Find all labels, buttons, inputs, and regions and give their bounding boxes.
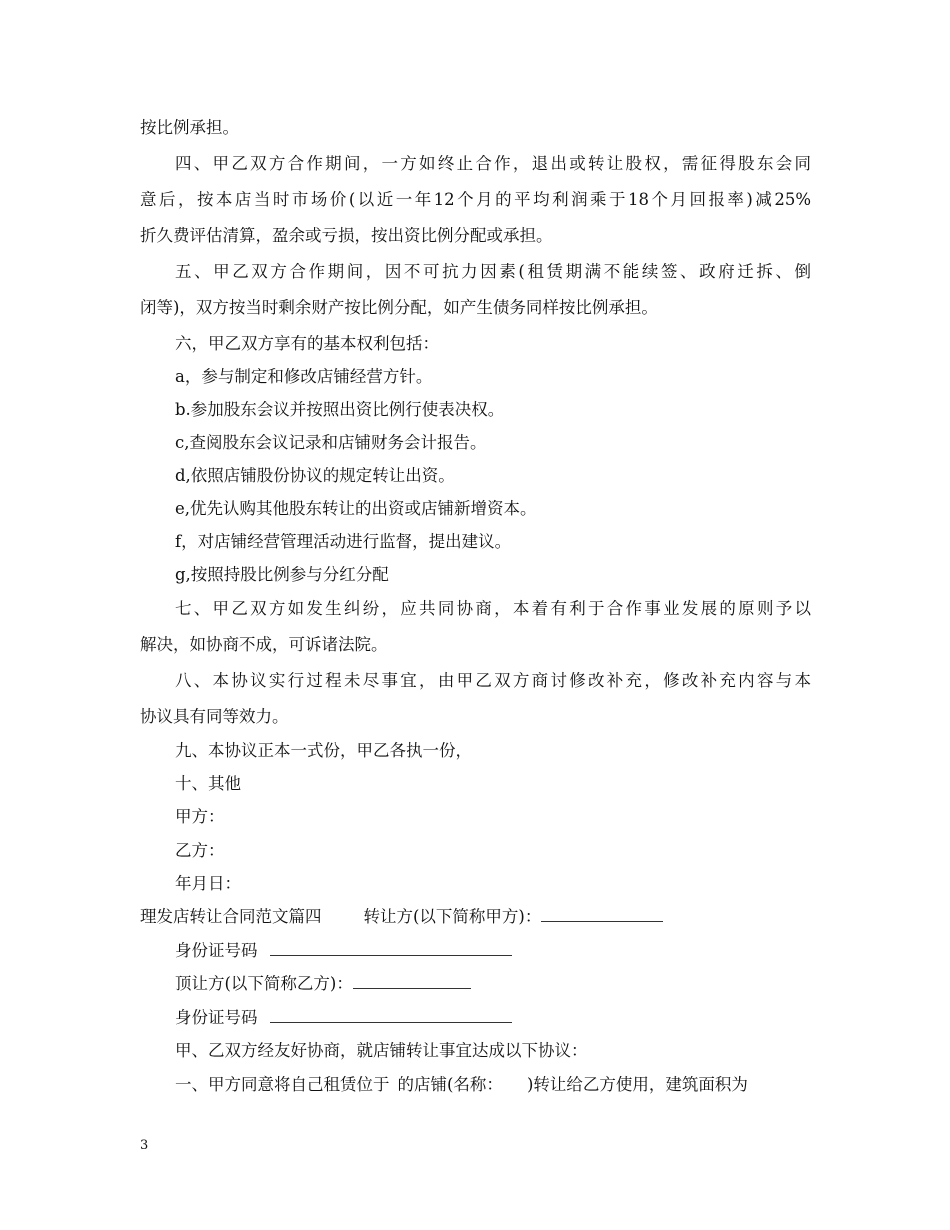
transferor-blank xyxy=(541,906,663,922)
id-blank xyxy=(270,940,512,956)
clause-1-line xyxy=(175,1074,748,1096)
id-line-2 xyxy=(175,1007,512,1029)
text-line: 甲方： xyxy=(175,807,225,826)
id-label: 身份证号码 xyxy=(175,1008,258,1027)
text-line: 意后，按本店当时市场价(以近一年12个月的平均利润乘于18个月回报率)减25% xyxy=(140,190,811,209)
text-line: 四、甲乙双方合作期间，一方如终止合作，退出或转让股权，需征得股东会同 xyxy=(175,154,811,173)
text-line: d,依照店铺股份协议的规定转让出资。 xyxy=(175,466,455,485)
id-line-1 xyxy=(175,940,512,962)
text-line: 乙方： xyxy=(175,841,225,860)
text-line: f，对店铺经营管理活动进行监督，提出建议。 xyxy=(175,532,512,551)
text-line: 解决，如协商不成，可诉诸法院。 xyxy=(140,635,388,654)
text-line: 折久费评估清算，盈余或亏损，按出资比例分配或承担。 xyxy=(140,226,553,245)
clause-text: )转让给乙方使用，建筑面积为 xyxy=(526,1075,748,1094)
section-title-line xyxy=(140,906,663,928)
text-line: b.参加股东会议并按照出资比例行使表决权。 xyxy=(175,400,505,419)
text-line: 按比例承担。 xyxy=(140,118,239,137)
text-line: g,按照持股比例参与分红分配 xyxy=(175,565,389,584)
page-number: 3 xyxy=(140,1138,149,1153)
text-line: 七、甲乙双方如发生纠纷，应共同协商，本着有利于合作事业发展的原则予以 xyxy=(175,599,811,618)
section-title: 理发店转让合同范文篇四 xyxy=(140,907,322,926)
clause-text: 的店铺(名称： xyxy=(397,1075,503,1094)
agreement-intro: 甲、乙双方经友好协商，就店铺转让事宜达成以下协议： xyxy=(175,1041,588,1060)
text-line: 八、本协议实行过程未尽事宜，由甲乙双方商讨修改补充，修改补充内容与本 xyxy=(175,671,811,690)
text-line: 十、其他 xyxy=(175,774,241,793)
transferee-blank xyxy=(353,973,471,989)
clause-text: 一、甲方同意将自己租赁位于 xyxy=(175,1075,390,1094)
transferee-label: 顶让方(以下简称乙方)： xyxy=(175,974,353,993)
id-blank xyxy=(270,1007,512,1023)
text-line: 闭等)，双方按当时剩余财产按比例分配，如产生债务同样按比例承担。 xyxy=(140,298,658,317)
text-line: 年月日： xyxy=(175,874,241,893)
transferee-line xyxy=(175,973,471,995)
text-line: 六，甲乙双方享有的基本权利包括： xyxy=(175,334,439,353)
text-line: 九、本协议正本一式份，甲乙各执一份， xyxy=(175,741,472,760)
text-line: c,查阅股东会议记录和店铺财务会计报告。 xyxy=(175,433,487,452)
transferor-label: 转让方(以下简称甲方)： xyxy=(363,907,542,926)
text-line: 五、甲乙双方合作期间，因不可抗力因素(租赁期满不能续签、政府迁拆、倒 xyxy=(175,262,811,281)
text-line: 协议具有同等效力。 xyxy=(140,707,289,726)
text-line: a，参与制定和修改店铺经营方针。 xyxy=(175,367,433,386)
text-line: e,优先认购其他股东转让的出资或店铺新增资本。 xyxy=(175,499,537,518)
id-label: 身份证号码 xyxy=(175,941,258,960)
